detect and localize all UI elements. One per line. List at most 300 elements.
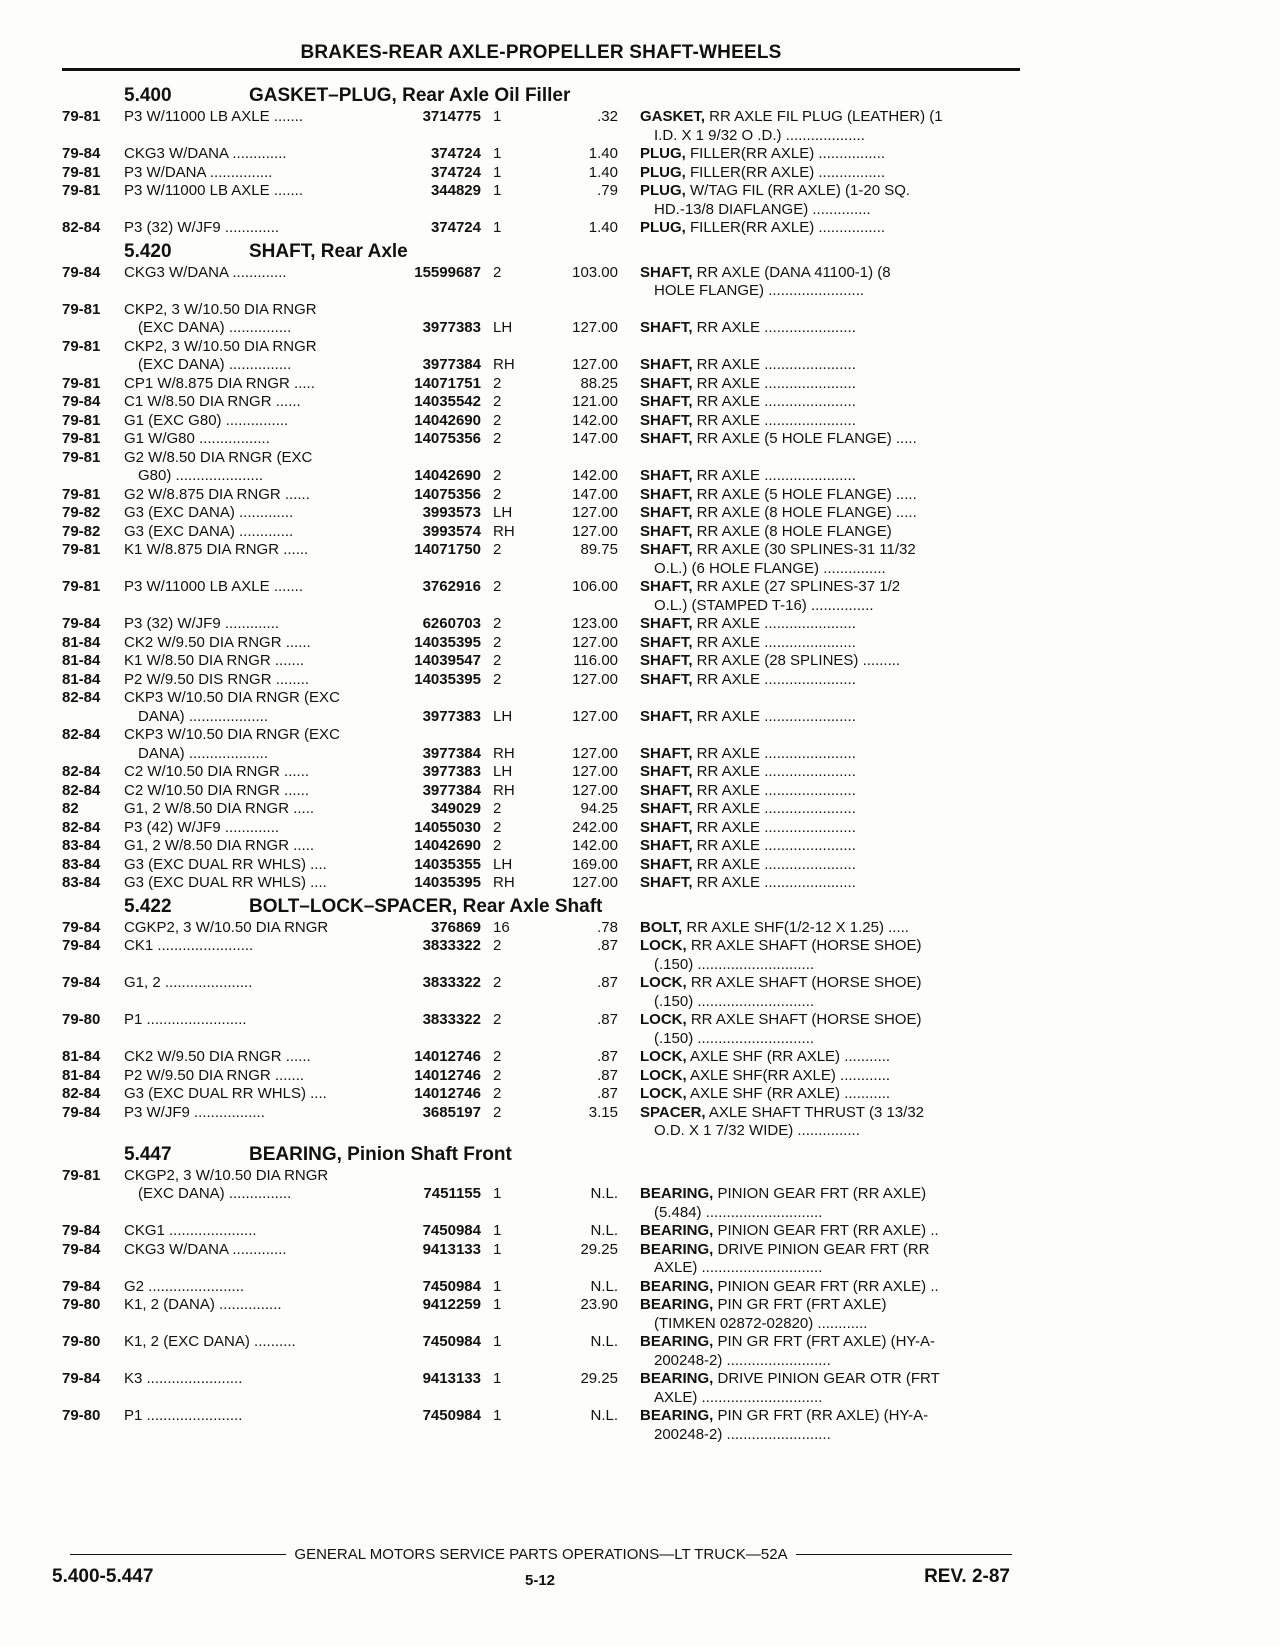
- part-number: 14042690: [414, 411, 481, 429]
- quantity: 2: [493, 818, 502, 836]
- description-text: RR AXLE ......................: [692, 874, 856, 891]
- description-line: [640, 541, 1020, 560]
- description-line: [640, 745, 1020, 764]
- quantity: 1: [493, 1333, 502, 1350]
- price: 127.00: [572, 356, 618, 373]
- application: [124, 219, 389, 238]
- quantity: 1: [493, 1185, 502, 1202]
- application-line: G2 W/8.875 DIA RNGR ......: [124, 485, 310, 503]
- part-row: [62, 1104, 1020, 1141]
- price: 169.00: [572, 855, 618, 873]
- model-years: 79-84: [62, 1240, 101, 1258]
- quantity: 1: [493, 108, 502, 125]
- price: .87: [597, 974, 618, 991]
- price: 242.00: [572, 818, 618, 836]
- price: .32: [597, 108, 618, 125]
- part-row: [62, 541, 1020, 578]
- description-text: PINION GEAR FRT (RR AXLE): [713, 1185, 927, 1202]
- model-years: 79-81: [62, 430, 101, 447]
- part-name: PLUG,: [640, 163, 686, 181]
- quantity: 1: [493, 1370, 502, 1387]
- description-line: [640, 1011, 1020, 1030]
- model-years: 79-84: [62, 1370, 101, 1387]
- description-text: PINION GEAR FRT (RR AXLE) ..: [713, 1222, 939, 1239]
- application-line: G3 (EXC DANA) .............: [124, 504, 294, 521]
- part-name: SHAFT,: [640, 578, 693, 595]
- application: [124, 652, 389, 671]
- quantity: 1: [493, 145, 502, 162]
- description-line: [640, 486, 1020, 505]
- part-row: [62, 301, 1020, 338]
- application: [124, 504, 389, 523]
- description: [618, 763, 1020, 782]
- application: [124, 1370, 389, 1407]
- application-line: CK2 W/9.50 DIA RNGR ......: [124, 633, 311, 651]
- part-number: 7451155: [423, 1185, 481, 1202]
- application: [124, 449, 389, 486]
- section-title-rest: Rear Axle Oil Filler: [396, 85, 571, 106]
- description-text: RR AXLE (28 SPLINES) .........: [692, 652, 901, 669]
- model-years: 79-84: [62, 145, 101, 162]
- application-line: G2 W/8.50 DIA RNGR (EXC: [124, 448, 313, 466]
- description: [618, 1333, 1020, 1370]
- part-number: 14012746: [414, 1066, 481, 1084]
- part-number: 374724: [430, 163, 481, 181]
- quantity: 2: [493, 1085, 502, 1102]
- application: [124, 578, 389, 615]
- part-name: BEARING,: [640, 1333, 714, 1350]
- price: 127.00: [572, 781, 618, 799]
- description: [618, 1104, 1020, 1141]
- part-number: 349029: [430, 800, 481, 817]
- application-line: P3 W/DANA ...............: [124, 163, 273, 181]
- model-years: 82-84: [62, 781, 101, 799]
- application-line: G3 (EXC DUAL RR WHLS) ....: [124, 1085, 327, 1102]
- model-years: 81-84: [62, 670, 101, 688]
- part-row: [62, 1085, 1020, 1104]
- quantity: LH: [493, 707, 513, 725]
- description: [618, 1370, 1020, 1407]
- price: 94.25: [580, 800, 618, 817]
- description-line: [640, 430, 1020, 449]
- description: [618, 486, 1020, 505]
- description-line: 200248-2) .........................: [654, 1351, 831, 1369]
- part-row: [62, 819, 1020, 838]
- part-name: GASKET,: [640, 108, 706, 125]
- part-number: 14012746: [414, 1048, 481, 1065]
- description: [618, 541, 1020, 578]
- application-line: (EXC DANA) ...............: [138, 319, 292, 336]
- description-line: [640, 375, 1020, 394]
- application: [124, 430, 389, 449]
- application: [124, 301, 389, 338]
- description-line: (.150) ............................: [654, 992, 815, 1010]
- description-line: [640, 919, 1020, 938]
- part-name: LOCK,: [640, 1085, 687, 1102]
- application: [124, 856, 389, 875]
- description-text: RR AXLE ......................: [692, 800, 856, 817]
- price: 147.00: [572, 485, 618, 503]
- part-number: 14039547: [414, 652, 481, 669]
- description: [618, 874, 1020, 893]
- application-line: CP1 W/8.875 DIA RNGR .....: [124, 374, 315, 392]
- quantity: 2: [493, 467, 502, 484]
- part-number: 14055030: [414, 818, 481, 836]
- description: [618, 1407, 1020, 1444]
- description: [618, 652, 1020, 671]
- part-name: BEARING,: [640, 1407, 714, 1424]
- application: [124, 1085, 389, 1104]
- model-years: 79-80: [62, 1296, 101, 1313]
- part-row: [62, 430, 1020, 449]
- part-name: SHAFT,: [640, 522, 693, 540]
- quantity: 2: [493, 974, 502, 991]
- application-line: DANA) ...................: [138, 707, 269, 725]
- description-text: AXLE SHF (RR AXLE) ...........: [686, 1085, 891, 1102]
- model-years: 79-82: [62, 522, 101, 540]
- part-number: 3714775: [422, 108, 481, 125]
- part-name: SHAFT,: [640, 707, 693, 725]
- description-line: [640, 1104, 1020, 1123]
- part-number: 7450984: [422, 1277, 481, 1295]
- part-name: SHAFT,: [640, 818, 693, 836]
- description-line: [640, 1067, 1020, 1086]
- quantity: 2: [493, 837, 502, 854]
- description-text: AXLE SHAFT THRUST (3 13/32: [705, 1103, 925, 1121]
- application-line: K1 W/8.875 DIA RNGR ......: [124, 541, 309, 558]
- application-line: G1 (EXC G80) ...............: [124, 411, 289, 429]
- quantity: 2: [493, 1048, 502, 1065]
- application: [124, 412, 389, 431]
- description-text: RR AXLE SHAFT (HORSE SHOE): [686, 1011, 922, 1028]
- part-name: SHAFT,: [640, 541, 693, 558]
- price: .78: [597, 918, 618, 936]
- description-line: AXLE) .............................: [654, 1388, 823, 1406]
- price: N.L.: [590, 1222, 618, 1239]
- description-line: [640, 763, 1020, 782]
- price: 3.15: [588, 1103, 618, 1121]
- description: [618, 393, 1020, 412]
- application: [124, 763, 389, 782]
- description-line: [640, 319, 1020, 338]
- application: [124, 108, 389, 145]
- description-line: [640, 671, 1020, 690]
- application: [124, 1296, 389, 1333]
- model-years: 79-84: [62, 1222, 101, 1239]
- model-years: 82-84: [62, 1085, 101, 1102]
- quantity: 2: [493, 670, 502, 688]
- description-line: I.D. X 1 9/32 O .D.) ...................: [654, 126, 865, 144]
- description-line: [640, 1370, 1020, 1389]
- price: 127.00: [572, 633, 618, 651]
- model-years: 83-84: [62, 837, 101, 854]
- description-line: [640, 1048, 1020, 1067]
- description: [618, 338, 1020, 375]
- description-text: RR AXLE ......................: [692, 818, 856, 836]
- part-row: [62, 412, 1020, 431]
- model-years: 81-84: [62, 1066, 101, 1084]
- price: .87: [597, 1048, 618, 1065]
- part-row: [62, 800, 1020, 819]
- model-years: 79-84: [62, 918, 101, 936]
- model-years: 83-84: [62, 855, 101, 873]
- part-number: 14035542: [414, 393, 481, 410]
- section-number: 5.422: [124, 895, 172, 917]
- description-text: RR AXLE ......................: [692, 744, 856, 762]
- section-title-bold: BOLT–LOCK–SPACER,: [249, 895, 458, 917]
- part-row: [62, 856, 1020, 875]
- part-number: 3977383: [422, 763, 481, 780]
- description-text: RR AXLE ......................: [692, 763, 856, 780]
- quantity: 1: [493, 1407, 502, 1424]
- description-text: RR AXLE (5 HOLE FLANGE) .....: [692, 430, 917, 447]
- part-number: 3977384: [422, 356, 481, 373]
- price: .87: [597, 1085, 618, 1102]
- part-name: SHAFT,: [640, 319, 693, 336]
- description-text: RR AXLE ......................: [692, 411, 856, 429]
- footer-section-range: 5.400-5.447: [52, 1566, 154, 1587]
- part-name: SHAFT,: [640, 837, 693, 854]
- price: 127.00: [572, 319, 618, 336]
- description-text: AXLE SHF(RR AXLE) ............: [686, 1066, 891, 1084]
- description-line: [640, 356, 1020, 375]
- description-line: [640, 264, 1020, 283]
- application-line: G3 (EXC DANA) .............: [124, 522, 294, 540]
- part-number: 14075356: [414, 485, 481, 503]
- part-number: 3993574: [422, 522, 481, 540]
- part-number: 376869: [430, 918, 481, 936]
- quantity: LH: [493, 319, 513, 336]
- price: .87: [597, 937, 618, 954]
- model-years: 79-84: [62, 974, 101, 991]
- quantity: 1: [493, 163, 502, 181]
- part-number: 6260703: [422, 615, 481, 632]
- description-line: (5.484) ............................: [654, 1203, 823, 1221]
- description-text: RR AXLE FIL PLUG (LEATHER) (1: [705, 108, 943, 125]
- part-number: 14071751: [414, 374, 481, 392]
- description-line: [640, 164, 1020, 183]
- application: [124, 486, 389, 505]
- part-number: 14071750: [414, 541, 481, 558]
- description: [618, 182, 1020, 219]
- description-text: RR AXLE SHAFT (HORSE SHOE): [686, 937, 922, 954]
- part-row: [62, 652, 1020, 671]
- description: [618, 819, 1020, 838]
- quantity: 1: [493, 1222, 502, 1239]
- model-years: 79-84: [62, 1103, 101, 1121]
- part-row: [62, 449, 1020, 486]
- application-line: P3 (32) W/JF9 .............: [124, 615, 280, 632]
- model-years: 79-81: [62, 411, 101, 429]
- description-line: [640, 937, 1020, 956]
- application: [124, 782, 389, 801]
- part-name: SHAFT,: [640, 504, 693, 521]
- description-line: [640, 856, 1020, 875]
- description-text: RR AXLE (8 HOLE FLANGE): [692, 522, 892, 540]
- part-name: SHAFT,: [640, 855, 693, 873]
- description-line: [640, 652, 1020, 671]
- description-text: RR AXLE (DANA 41100-1) (8: [692, 263, 891, 281]
- section-title-rest: Rear Axle Shaft: [457, 895, 603, 917]
- application-line: P1 .......................: [124, 1407, 243, 1424]
- price: 127.00: [572, 670, 618, 688]
- part-name: SHAFT,: [640, 874, 693, 891]
- price: N.L.: [590, 1277, 618, 1295]
- part-number: 14042690: [414, 837, 481, 854]
- description-line: O.L.) (6 HOLE FLANGE) ...............: [654, 559, 886, 577]
- description-text: RR AXLE ......................: [692, 707, 856, 725]
- quantity: 2: [493, 263, 502, 281]
- part-row: [62, 108, 1020, 145]
- section-title: [62, 895, 1020, 919]
- application-line: CK2 W/9.50 DIA RNGR ......: [124, 1048, 311, 1065]
- part-row: [62, 1370, 1020, 1407]
- description-line: [640, 634, 1020, 653]
- price: 127.00: [572, 874, 618, 891]
- model-years: 79-82: [62, 504, 101, 521]
- description-line: [640, 819, 1020, 838]
- part-number: 3977384: [422, 744, 481, 762]
- description: [618, 726, 1020, 763]
- price: 106.00: [572, 578, 618, 595]
- part-number: 3833322: [422, 1011, 481, 1028]
- price: 103.00: [572, 263, 618, 281]
- description-text: RR AXLE SHAFT (HORSE SHOE): [686, 974, 922, 991]
- model-years: 79-80: [62, 1333, 101, 1350]
- description-text: RR AXLE SHF(1/2-12 X 1.25) .....: [682, 918, 909, 936]
- quantity: RH: [493, 356, 515, 373]
- model-years: 79-81: [62, 578, 101, 595]
- description: [618, 412, 1020, 431]
- part-row: [62, 671, 1020, 690]
- part-name: SHAFT,: [640, 374, 693, 392]
- price: 116.00: [573, 652, 618, 669]
- quantity: 1: [493, 182, 502, 199]
- application-line: CKG3 W/DANA .............: [124, 263, 287, 281]
- application-line: G80) .....................: [138, 467, 264, 484]
- description-text: FILLER(RR AXLE) ................: [685, 163, 886, 181]
- part-name: SHAFT,: [640, 800, 693, 817]
- model-years: 82-84: [62, 689, 101, 706]
- price: 127.00: [572, 707, 618, 725]
- application-line: CKGP2, 3 W/10.50 DIA RNGR: [124, 1166, 329, 1184]
- application-line: G2 .......................: [124, 1277, 245, 1295]
- model-years: 79-81: [62, 108, 101, 125]
- description-text: RR AXLE (8 HOLE FLANGE) .....: [692, 504, 917, 521]
- price: 142.00: [572, 467, 618, 484]
- model-years: 79-81: [62, 374, 101, 392]
- part-row: [62, 937, 1020, 974]
- part-number: 374724: [430, 219, 481, 236]
- description-line: [640, 708, 1020, 727]
- part-name: SHAFT,: [640, 744, 693, 762]
- description-line: [640, 108, 1020, 127]
- quantity: 2: [493, 800, 502, 817]
- description-line: [640, 523, 1020, 542]
- section-title-bold: GASKET–PLUG,: [249, 85, 397, 106]
- description-line: 200248-2) .........................: [654, 1425, 831, 1443]
- description: [618, 1085, 1020, 1104]
- description-line: [640, 578, 1020, 597]
- section-title: [62, 1143, 1020, 1167]
- part-row: [62, 264, 1020, 301]
- description-text: PIN GR FRT (FRT AXLE): [713, 1296, 887, 1313]
- price: 1.40: [588, 219, 618, 236]
- application: [124, 615, 389, 634]
- application-line: P1 ........................: [124, 1011, 247, 1028]
- application-line: P3 W/11000 LB AXLE .......: [124, 578, 303, 595]
- application-line: K3 .......................: [124, 1370, 243, 1387]
- part-number: 15599687: [414, 263, 481, 281]
- model-years: 79-81: [62, 485, 101, 503]
- description: [618, 375, 1020, 394]
- description-text: FILLER(RR AXLE) ................: [685, 219, 886, 236]
- part-row: [62, 726, 1020, 763]
- part-row: [62, 974, 1020, 1011]
- part-name: BEARING,: [640, 1240, 714, 1258]
- model-years: 81-84: [62, 652, 101, 669]
- quantity: 2: [493, 937, 502, 954]
- application: [124, 1333, 389, 1370]
- part-number: 14012746: [414, 1085, 481, 1102]
- application: [124, 837, 389, 856]
- section-5-447: [62, 1143, 1020, 1445]
- application: [124, 1011, 389, 1048]
- price: 121.00: [572, 393, 618, 410]
- description-line: AXLE) .............................: [654, 1259, 823, 1276]
- application: [124, 1278, 389, 1297]
- application: [124, 1067, 389, 1086]
- description-text: RR AXLE ......................: [692, 855, 856, 873]
- application-line: P2 W/9.50 DIS RNGR ........: [124, 670, 310, 688]
- part-row: [62, 782, 1020, 801]
- model-years: 79-81: [62, 182, 101, 199]
- description-line: O.L.) (STAMPED T-16) ...............: [654, 596, 874, 614]
- price: N.L.: [590, 1333, 618, 1350]
- application: [124, 1407, 389, 1444]
- application: [124, 164, 389, 183]
- description: [618, 1067, 1020, 1086]
- part-row: [62, 1167, 1020, 1223]
- application-line: CKP2, 3 W/10.50 DIA RNGR: [124, 300, 317, 318]
- model-years: 79-81: [62, 1166, 101, 1184]
- application: [124, 145, 389, 164]
- description-line: [640, 145, 1020, 164]
- price: 142.00: [572, 837, 618, 854]
- application-line: C1 W/8.50 DIA RNGR ......: [124, 393, 301, 410]
- part-number: 7450984: [422, 1407, 481, 1424]
- application-line: P3 W/11000 LB AXLE .......: [124, 108, 303, 125]
- model-years: 82-84: [62, 763, 101, 780]
- part-name: LOCK,: [640, 974, 687, 991]
- application: [124, 874, 389, 893]
- description: [618, 689, 1020, 726]
- model-years: 79-84: [62, 937, 101, 954]
- description: [618, 1011, 1020, 1048]
- part-row: [62, 486, 1020, 505]
- application: [124, 937, 389, 974]
- price: 89.75: [580, 541, 618, 558]
- application: [124, 182, 389, 219]
- description-line: [640, 874, 1020, 893]
- description: [618, 671, 1020, 690]
- description-line: HOLE FLANGE) .......................: [654, 282, 865, 299]
- description-text: PINION GEAR FRT (RR AXLE) ..: [713, 1277, 939, 1295]
- application: [124, 1167, 389, 1223]
- quantity: 2: [493, 1011, 502, 1028]
- part-name: SHAFT,: [640, 485, 693, 503]
- model-years: 79-84: [62, 263, 101, 281]
